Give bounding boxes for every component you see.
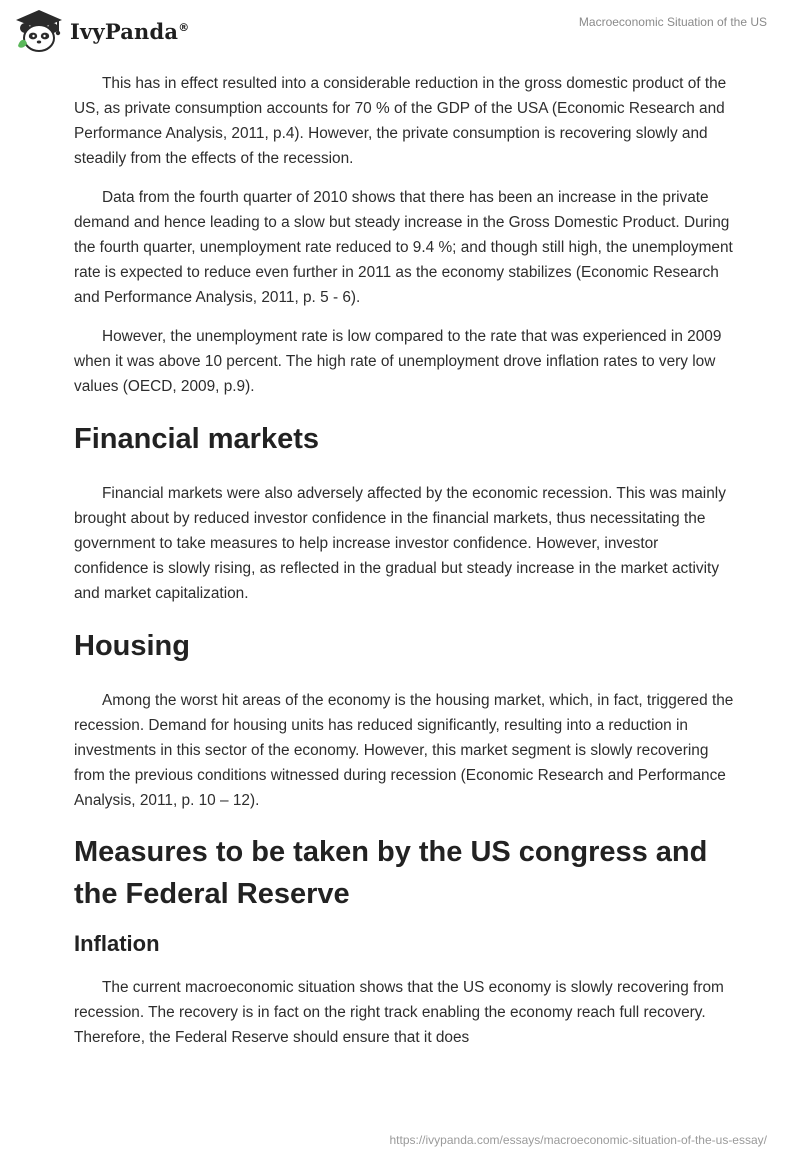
section-heading-financial-markets: Financial markets — [74, 423, 319, 455]
essay-content — [74, 71, 734, 1064]
paragraph: The current macroeconomic situation shows that the US economy is slowly recovering from recession. The recovery is in fact on the right track enabling the economy reach full recovery. Therefore, the Federal Reserve should ensure that it does — [74, 979, 724, 1046]
brand-name: IvyPanda® — [70, 18, 190, 44]
section-heading-housing: Housing — [74, 630, 190, 662]
panda-graduation-cap-icon — [14, 8, 64, 54]
paragraph: Financial markets were also adversely affected by the economic recession. This was mainly brought about by reduced investor confidence in the financial markets, thus necessitating the government to take measures to help increase investor confidence. However, investor confidence is slowly rising, as reflected in the gradual but steady increase in the market activity and market capitalization. — [74, 485, 726, 602]
paragraph: Among the worst hit areas of the economy is the housing market, which, in fact, triggered the recession. Demand for housing units has reduced significantly, resulting into a reduction in investments in this sector of the economy. However, this market segment is slowly recovering from the previous conditions witnessed during recession (Economic Research and Performance Analysis, 2011, p. 10 – 12). — [74, 692, 734, 809]
paragraph: This has in effect resulted into a considerable reduction in the gross domestic product of the US, as private consumption accounts for 70 % of the GDP of the USA (Economic Research and Performance Analysis, 2011, p.4). However, the private consumption is recovering slowly and steadily from the effects of the recession. — [74, 75, 727, 167]
source-url[interactable]: https://ivypanda.com/essays/macroeconomic-situation-of-the-us-essay/ — [389, 1133, 767, 1147]
paragraph: Data from the fourth quarter of 2010 shows that there has been an increase in the private demand and hence leading to a slow but steady increase in the Gross Domestic Product. During the fourth quarter, unemployment rate reduced to 9.4 %; and though still high, the unemployment rate is expected to reduce even further in 2011 as the economy stabilizes (Economic Research and Performance Analysis, 2011, p. 5 - 6). — [74, 189, 733, 306]
document-title: Macroeconomic Situation of the US — [578, 15, 767, 29]
section-heading-measures: Measures to be taken by the US congress and the Federal Reserve — [74, 836, 708, 910]
subsection-heading-inflation: Inflation — [74, 931, 160, 956]
page-header — [0, 0, 800, 60]
ivypanda-logo[interactable] — [14, 8, 189, 54]
paragraph: However, the unemployment rate is low compared to the rate that was experienced in 2009 when it was above 10 percent. The high rate of unemployment drove inflation rates to very low values (OECD, 2009, p.9). — [74, 328, 722, 395]
